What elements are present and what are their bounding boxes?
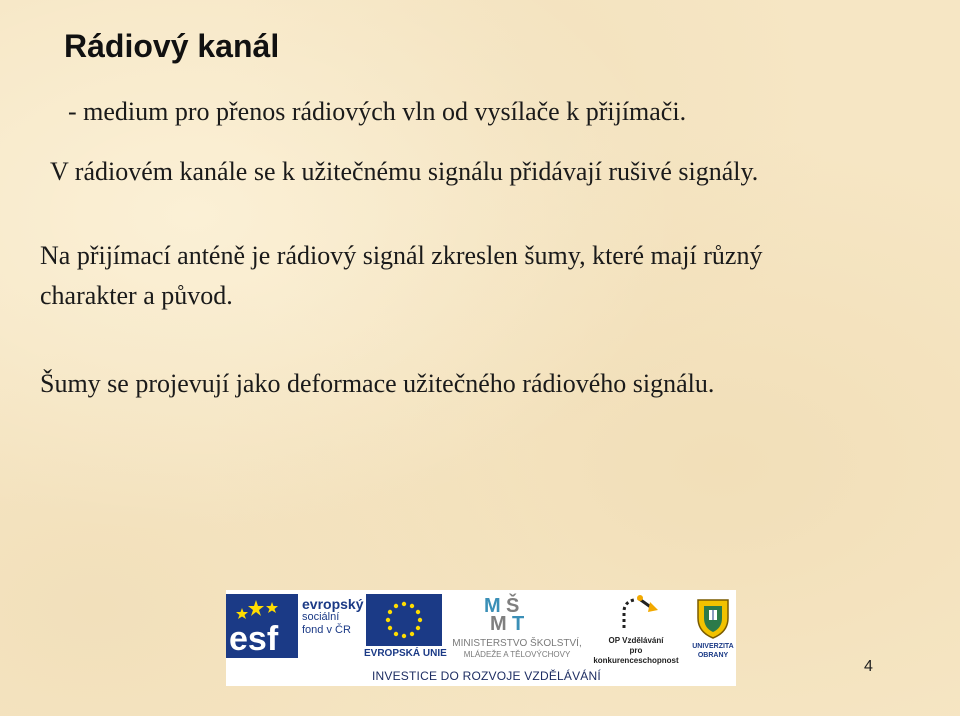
esf-line1: evropský [302,596,364,612]
svg-text:T: T [512,613,525,632]
esf-text [302,598,363,637]
svg-text:esf: esf [229,620,279,658]
page-number: 4 [864,658,873,675]
text-line-sumy: Šumy se projevují jako deformace užitečného rádiového signálu. [40,369,715,398]
esf-line2: sociální [302,611,340,623]
msmt-text [452,638,582,660]
esf-line3: fond v ČR [302,624,351,636]
svg-text:M: M [490,613,507,632]
msmt-line2: MLÁDEŽE A TĚLOVÝCHOVY [463,650,571,659]
slide-title: Rádiový kanál [64,28,280,64]
text-line-anten-1: Na přijímací anténě je rádiový signál zkreslen šumy, které mají různý [40,241,763,270]
op-vk-logo-icon [614,592,662,636]
funding-logo-band [226,590,736,686]
investice-text: INVESTICE DO ROZVOJE VZDĚLÁVÁNÍ [372,669,601,683]
eu-flag-icon [366,594,442,646]
op-line2: pro konkurenceschopnost [593,646,679,665]
msmt-logo-icon [482,592,532,632]
text-line-medium: - medium pro přenos rádiových vln od vysílače k přijímači. [68,97,687,126]
msmt-line1: MINISTERSTVO ŠKOLSTVÍ, [452,638,582,649]
uo-line1: UNIVERZITA [692,643,734,650]
eu-label: EVROPSKÁ UNIE [364,648,447,659]
univerzita-obrany-crest-icon [694,596,732,640]
svg-text:Š: Š [506,595,520,617]
uo-text [684,642,742,660]
text-line-rusive-signaly: V rádiovém kanále se k užitečnému signálu přidávají rušivé signály. [50,157,759,186]
text-line-anten-2: charakter a původ. [40,281,233,310]
op-line1: OP Vzdělávání [608,636,664,645]
uo-line2: OBRANY [697,652,729,659]
op-text [590,636,682,666]
svg-text:M: M [484,595,501,617]
